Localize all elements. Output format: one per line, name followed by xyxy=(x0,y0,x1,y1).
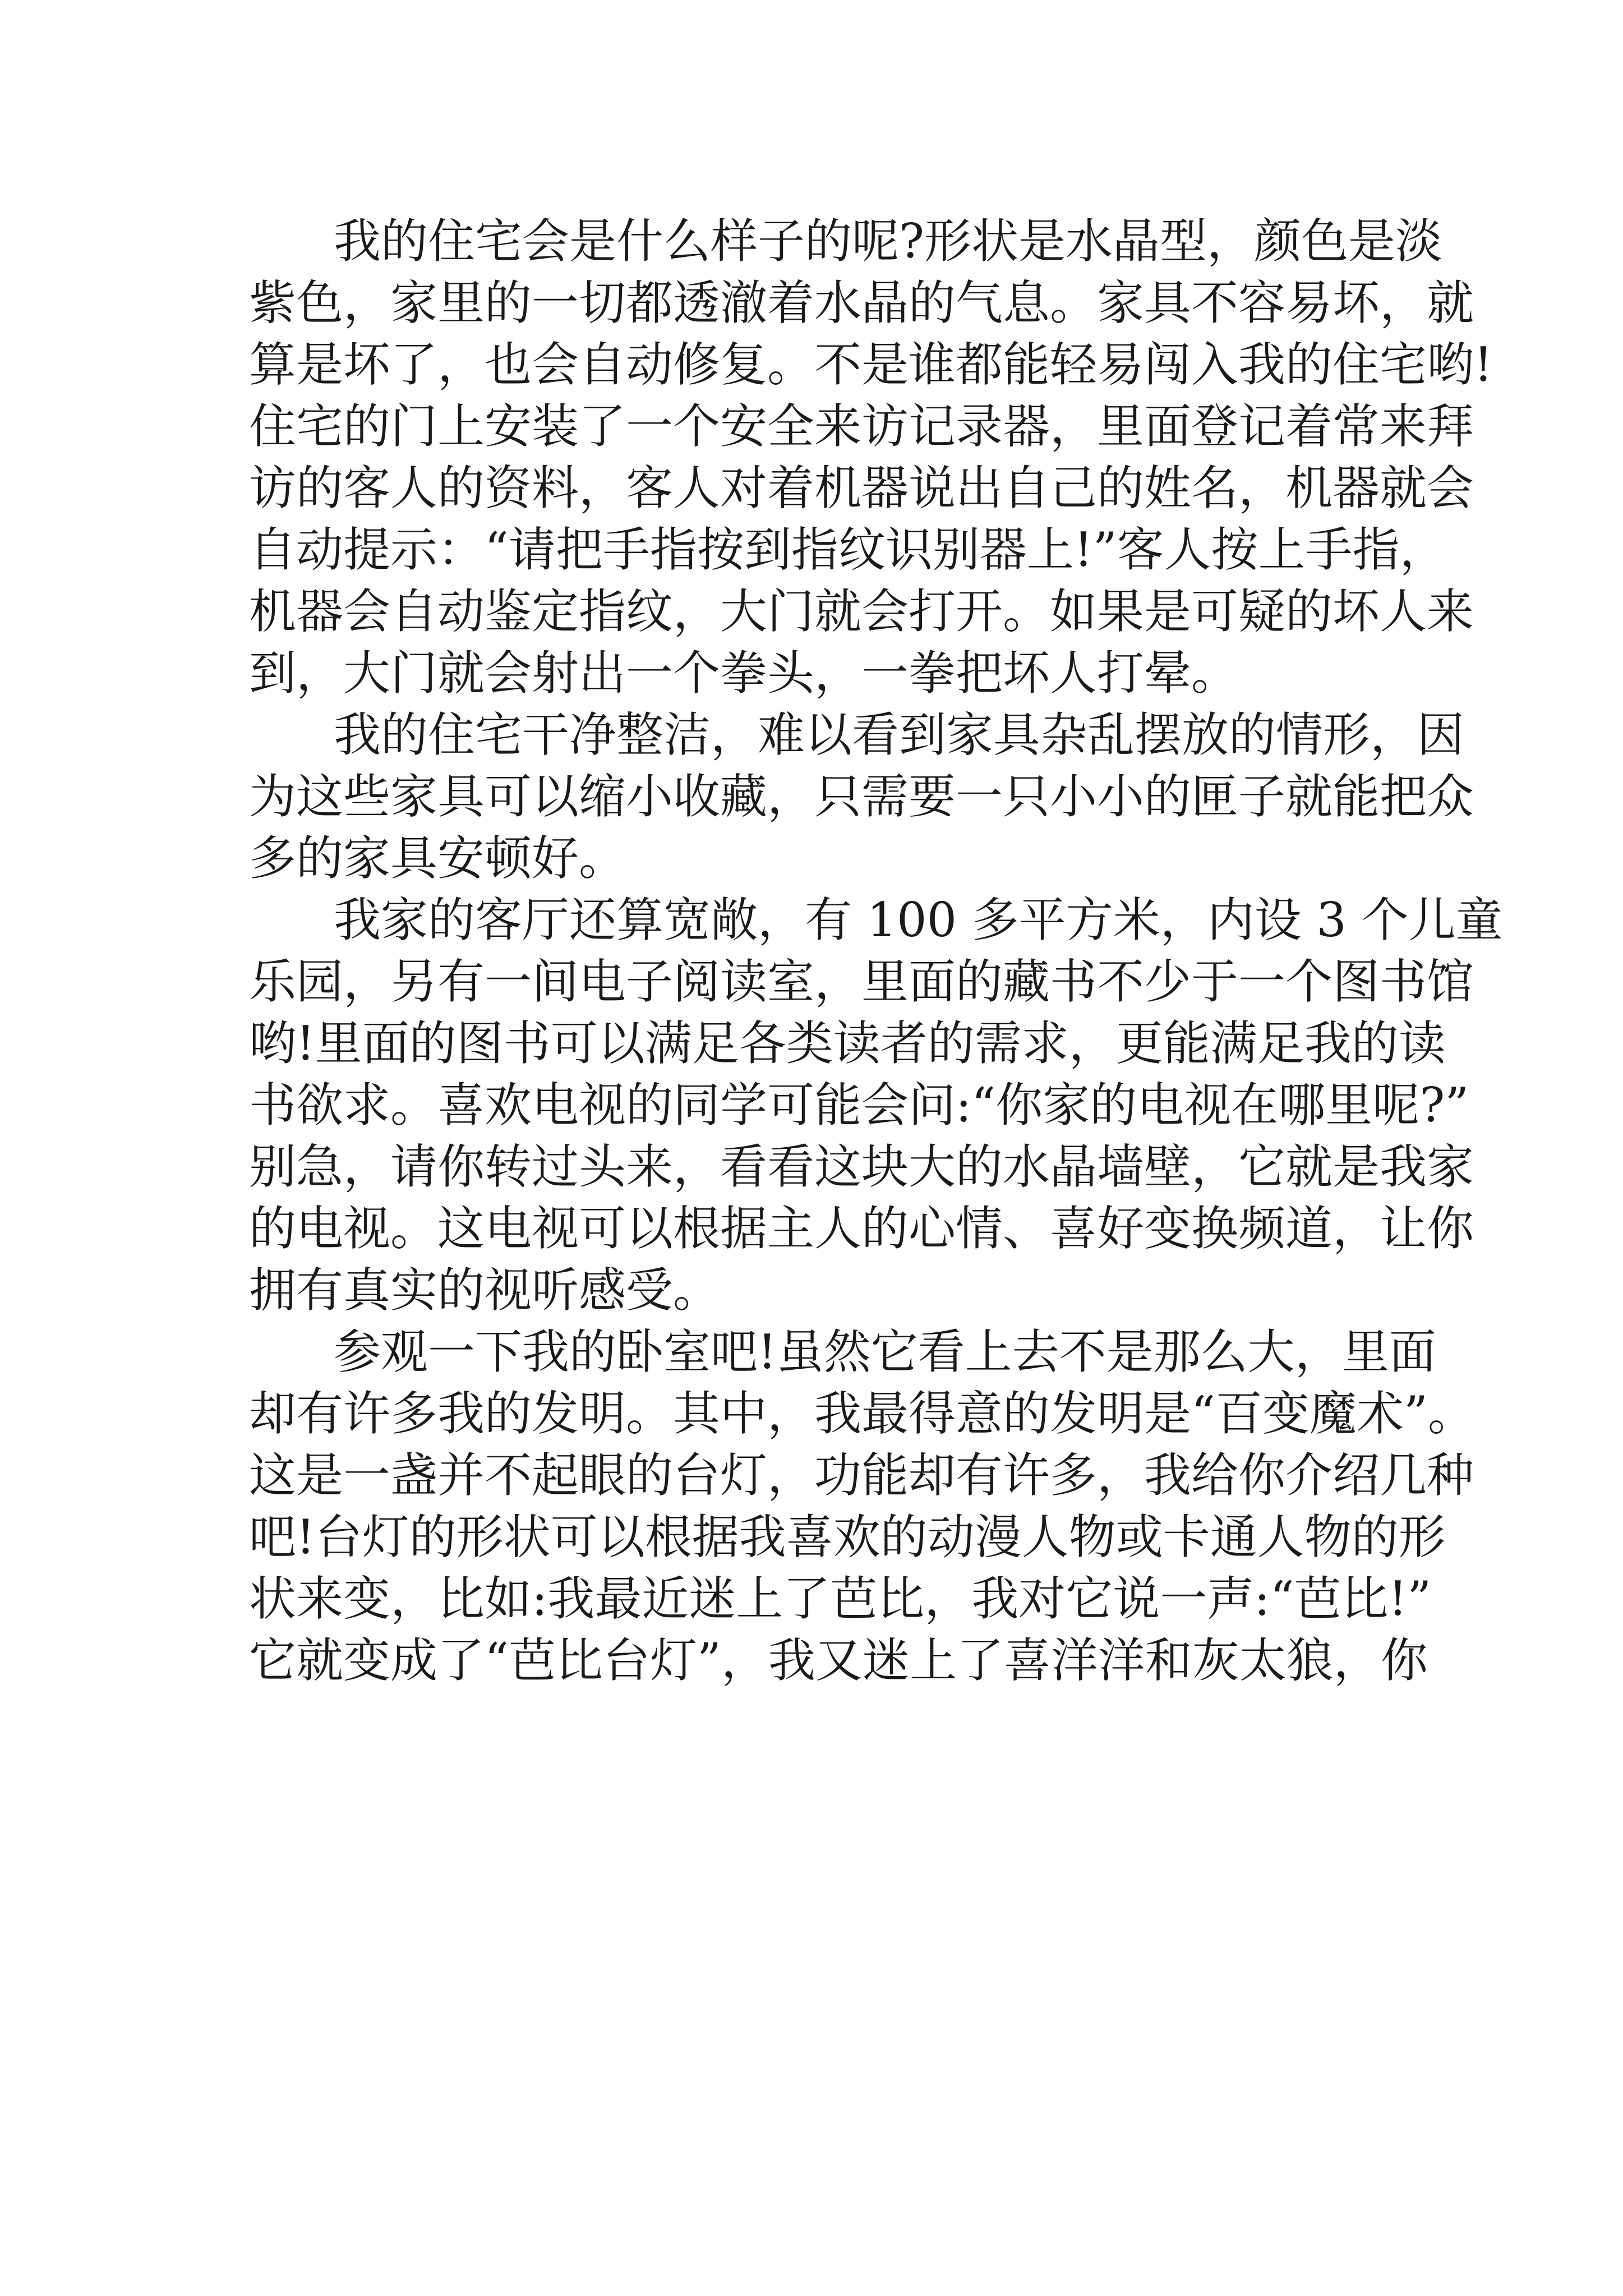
paragraph-2-line-3: 多的家具安顿好。 xyxy=(249,831,626,886)
paragraph-3-line-4: 书欲求。喜欢电视的同学可能会问:“你家的电视在哪里呢?” xyxy=(249,1078,1469,1133)
paragraph-1-line-4: 住宅的门上安装了一个安全来访记录器，里面登记着常来拜 xyxy=(249,399,1474,454)
paragraph-3-line-6: 的电视。这电视可以根据主人的心情、喜好变换频道，让你 xyxy=(249,1201,1474,1256)
paragraph-2-line-2: 为这些家具可以缩小收藏，只需要一只小小的匣子就能把众 xyxy=(249,769,1474,824)
paragraph-3-line-1: 我家的客厅还算宽敞，有 100 多平方米，内设 3 个儿童 xyxy=(334,892,1503,947)
paragraph-4-line-1: 参观一下我的卧室吧!虽然它看上去不是那么大，里面 xyxy=(334,1324,1436,1379)
paragraph-3-line-2: 乐园，另有一间电子阅读室，里面的藏书不少于一个图书馆 xyxy=(249,954,1474,1009)
paragraph-1-line-6: 自动提示：“请把手指按到指纹识别器上!”客人按上手指， xyxy=(249,522,1447,577)
paragraph-4-line-5: 状来变，比如:我最近迷上了芭比，我对它说一声:“芭比!” xyxy=(249,1571,1432,1626)
paragraph-4-line-3: 这是一盏并不起眼的台灯，功能却有许多，我给你介绍几种 xyxy=(249,1448,1474,1503)
paragraph-4-line-6: 它就变成了“芭比台灯”，我又迷上了喜洋洋和灰太狼，你 xyxy=(249,1633,1428,1688)
paragraph-1-line-1: 我的住宅会是什么样子的呢?形状是水晶型，颜色是淡 xyxy=(334,214,1443,269)
paragraph-2-line-1: 我的住宅干净整洁，难以看到家具杂乱摆放的情形，因 xyxy=(334,707,1465,762)
paragraph-1-line-3: 算是坏了，也会自动修复。不是谁都能轻易闯入我的住宅哟! xyxy=(249,337,1493,392)
paragraph-3-line-7: 拥有真实的视听感受。 xyxy=(249,1263,721,1318)
paragraph-1-line-5: 访的客人的资料，客人对着机器说出自己的姓名，机器就会 xyxy=(249,461,1474,516)
paragraph-4-line-2: 却有许多我的发明。其中，我最得意的发明是“百变魔术”。 xyxy=(249,1386,1475,1441)
paragraph-4-line-4: 吧!台灯的形状可以根据我喜欢的动漫人物或卡通人物的形 xyxy=(249,1510,1446,1565)
paragraph-1-line-8: 到，大门就会射出一个拳头，一拳把坏人打晕。 xyxy=(249,646,1239,701)
paragraph-3-line-3: 哟!里面的图书可以满足各类读者的需求，更能满足我的读 xyxy=(249,1016,1446,1071)
paragraph-1-line-7: 机器会自动鉴定指纹，大门就会打开。如果是可疑的坏人来 xyxy=(249,584,1474,639)
paragraph-3-line-5: 别急，请你转过头来，看看这块大的水晶墙壁，它就是我家 xyxy=(249,1139,1474,1194)
paragraph-1-line-2: 紫色，家里的一切都透澈着水晶的气息。家具不容易坏，就 xyxy=(249,275,1474,330)
